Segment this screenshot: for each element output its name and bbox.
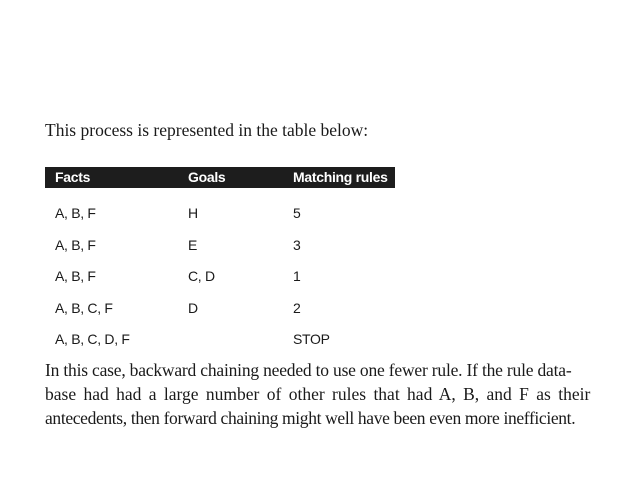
table-row bbox=[45, 297, 395, 329]
chaining-table bbox=[45, 167, 395, 360]
conclusion-line: In this case, backward chaining needed to use one fewer rule. If the rule data- bbox=[45, 360, 572, 380]
conclusion-line: antecedents, then forward chaining might well have been even more inefficient. bbox=[45, 408, 576, 428]
table-body bbox=[45, 202, 395, 360]
cell-goals: C, D bbox=[188, 268, 215, 284]
table-row bbox=[45, 265, 395, 297]
cell-facts: A, B, F bbox=[55, 205, 96, 221]
cell-facts: A, B, C, F bbox=[55, 299, 113, 316]
intro-paragraph: This process is represented in the table below: bbox=[45, 120, 369, 140]
header-goals: Goals bbox=[188, 169, 226, 185]
cell-matching-rules: STOP bbox=[293, 331, 330, 347]
cell-facts: A, B, C, D, F bbox=[55, 331, 130, 347]
cell-goals: E bbox=[188, 236, 198, 253]
cell-matching-rules: 3 bbox=[293, 236, 301, 253]
cell-matching-rules: 5 bbox=[293, 205, 301, 221]
conclusion-paragraph bbox=[45, 358, 597, 430]
header-facts: Facts bbox=[55, 169, 91, 185]
table-header-row bbox=[45, 167, 395, 188]
cell-goals: H bbox=[188, 205, 198, 221]
conclusion-line: base had had a large number of other rules that had A, B, and F as their bbox=[45, 384, 591, 404]
table-row bbox=[45, 328, 395, 360]
cell-matching-rules: 1 bbox=[293, 268, 301, 284]
header-matching-rules: Matching rules bbox=[293, 169, 388, 185]
cell-matching-rules: 2 bbox=[293, 299, 301, 316]
cell-goals: D bbox=[188, 299, 198, 316]
table-row bbox=[45, 234, 395, 266]
cell-facts: A, B, F bbox=[55, 268, 96, 284]
cell-facts: A, B, F bbox=[55, 236, 96, 253]
table-row bbox=[45, 202, 395, 234]
